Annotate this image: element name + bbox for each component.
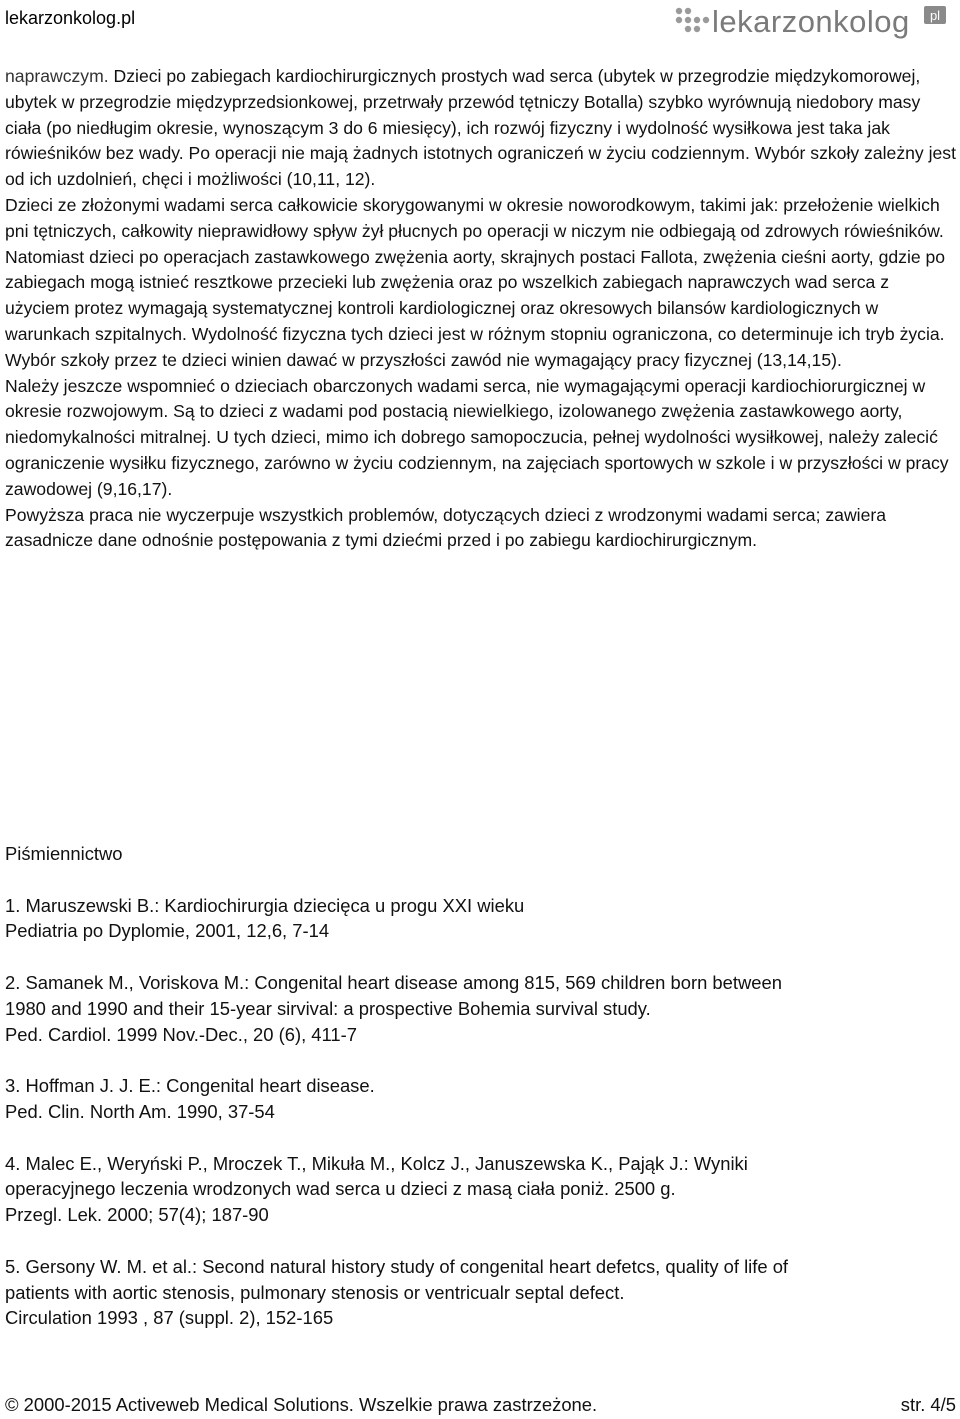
copyright-text: © 2000-2015 Activeweb Medical Solutions. Wszelkie prawa zastrzeżone.	[5, 1394, 598, 1415]
reference-item	[5, 1073, 957, 1125]
paragraph-text: Dzieci po zabiegach kardiochirurgicznych prostych wad serca (ubytek w przegrodzie międzykomorowej, ubytek w przegrodzie międzyprzedsionkowej, przetrwały przewód tętniczy Botalla) szybko wyrównują niedobory masy ciała (po niedługim okresie, wynoszącym 3 do 6 miesięcy), ich rozwój fizyczny i wydolność wysiłkowa jest taka jak rówieśników bez wady. Po operacji nie mają żadnych istotnych ograniczeń w życiu codziennym. Wybór szkoły zależny jest od ich uzdolnień, chęci i możliwości (10,11, 12).	[5, 66, 956, 190]
body-paragraph: Dzieci ze złożonymi wadami serca całkowicie skorygowanymi w okresie noworodkowym, takimi jak: przełożenie wielkich pni tętniczych, całkowity nieprawidłowy spływ żył płucnych po operacji w niczym nie odbiegają od zdrowych rówieśników. Natomiast dzieci po operacjach zastawkowego zwężenia aorty, skrajnych postaci Fallota, zwężenia cieśni aorty, gdzie po zabiegach mogą istnieć resztkowe przecieki lub zwężenia oraz po wszelkich zabiegach naprawczych wad serca z użyciem protez wymagają systematycznej kontroli kardiologicznej oraz okresowych bilansów kardiologicznych w warunkach szpitalnych. Wydolność fizyczna tych dzieci jest w różnym stopniu ograniczona, co determinuje ich tryb życia. Wybór szkoły przez te dzieci winien dawać w przyszłości zawód nie wymagający pracy fizycznej (13,14,15).	[5, 194, 946, 370]
body-paragraph: Powyższa praca nie wyczerpuje wszystkich problemów, dotyczących dzieci z wrodzonymi wadami serca; zawiera zasadnicze dane odnośnie postępowania z tymi dziećmi przed i po zabiegu kardiochirurgicznym.	[5, 504, 886, 551]
site-logo[interactable]	[672, 2, 954, 42]
references-heading: Piśmiennictwo	[5, 843, 123, 864]
page-number: str. 4/5	[900, 1394, 956, 1415]
reference-line: operacyjnego leczenia wrodzonych wad serca u dzieci z masą ciała poniż. 2500 g.	[5, 1178, 676, 1200]
logo-badge: pl	[929, 8, 941, 23]
logo-text: lekarzonkolog	[712, 4, 910, 39]
reference-line: 4. Malec E., Weryński P., Mroczek T., Mikuła M., Kolcz J., Januszewska K., Pająk J.: Wyniki	[5, 1152, 748, 1174]
reference-item	[5, 893, 957, 945]
reference-line: patients with aortic stenosis, pulmonary stenosis or ventricualr septal defect.	[5, 1281, 625, 1303]
reference-item	[5, 1151, 957, 1228]
page-header	[0, 0, 960, 44]
references-section	[5, 841, 957, 1357]
reference-line: 5. Gersony W. M. et al.: Second natural history study of congenital heart defetcs, quality of life of	[5, 1255, 789, 1277]
reference-line: Przegl. Lek. 2000; 57(4); 187-90	[5, 1204, 269, 1226]
body-paragraph	[5, 64, 957, 193]
reference-item	[5, 970, 957, 1047]
page-footer	[0, 1392, 960, 1419]
reference-line: Ped. Cardiol. 1999 Nov.-Dec., 20 (6), 411-7	[5, 1023, 357, 1045]
reference-line: 2. Samanek M., Voriskova M.: Congenital heart disease among 815, 569 children born between	[5, 971, 782, 993]
reference-line: 1. Maruszewski B.: Kardiochirurgia dziecięca u progu XXI wieku	[5, 894, 525, 916]
lead-fragment: naprawczym.	[5, 66, 109, 86]
site-title: lekarzonkolog.pl	[5, 8, 136, 28]
reference-line: 3. Hoffman J. J. E.: Congenital heart disease.	[5, 1075, 375, 1097]
body-paragraph: Należy jeszcze wspomnieć o dzieciach obarczonych wadami serca, nie wymagającymi operacji kardiochiorurgicznej w okresie rozwojowym. Są to dzieci z wadami pod postacią niewielkiego, izolowanego zwężenia zastawkowego aorty, niedomykalności mitralnej. U tych dzieci, mimo ich dobrego samopoczucia, pełnej wydolności wysiłkowej, należy zalecić ograniczenie wysiłku fizycznego, zarówno w życiu codziennym, na zajęciach sportowych w szkole i w przyszłości w pracy zawodowej (9,16,17).	[5, 375, 949, 499]
reference-item	[5, 1254, 957, 1331]
reference-line: Pediatria po Dyplomie, 2001, 12,6, 7-14	[5, 920, 330, 942]
reference-line: Circulation 1993 , 87 (suppl. 2), 152-165	[5, 1307, 334, 1329]
dots-logo-icon	[672, 2, 954, 42]
reference-line: 1980 and 1990 and their 15-year sirvival: a prospective Bohemia survival study.	[5, 997, 651, 1019]
article-body	[5, 64, 957, 554]
reference-line: Ped. Clin. North Am. 1990, 37-54	[5, 1100, 275, 1122]
